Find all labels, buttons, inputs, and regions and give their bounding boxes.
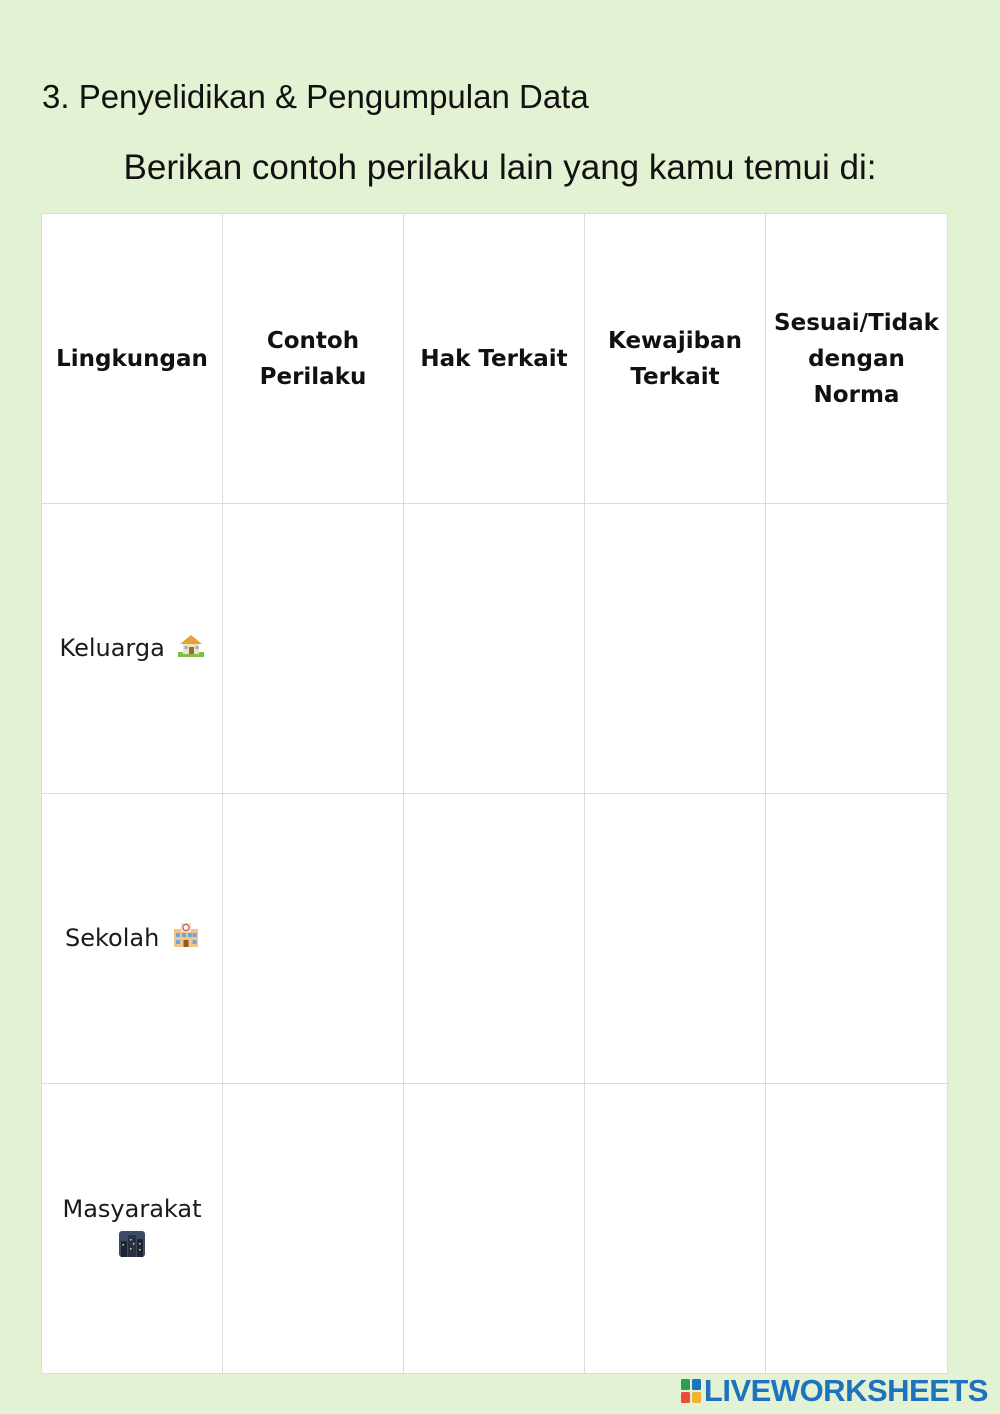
section-title: 3. Penyelidikan & Pengumpulan Data [42,78,589,115]
row-label-masyarakat [42,1084,223,1374]
answer-cell[interactable] [585,504,766,794]
school-building-icon [173,921,199,957]
row-label-sekolah [42,794,223,1084]
header-lingkungan: Lingkungan [42,214,223,504]
city-buildings-icon [119,1231,145,1267]
answer-cell[interactable] [585,794,766,1084]
row-label-keluarga [42,504,223,794]
header-kewajiban-terkait [585,214,766,504]
liveworksheets-brand [680,1373,988,1409]
house-with-garden-icon [178,631,204,667]
table-header-row [42,214,948,504]
answer-cell[interactable] [766,1084,948,1374]
answer-cell[interactable] [223,794,404,1084]
header-contoh-perilaku-label: Contoh Perilaku [259,327,367,390]
header-sesuai-norma-label: Sesuai/Tidak dengan Norma [774,309,939,408]
answer-cell[interactable] [766,794,948,1084]
header-contoh-perilaku [223,214,404,504]
header-hak-terkait: Hak Terkait [404,214,585,504]
table-row [42,794,948,1084]
worksheet-table [41,213,948,1374]
table-row [42,1084,948,1374]
table-row [42,504,948,794]
header-sesuai-norma [766,214,948,504]
row-label-text: Keluarga [59,634,165,662]
answer-cell[interactable] [404,504,585,794]
row-label-text: Sekolah [65,924,160,952]
brand-name: LIVEWORKSHEETS [703,1373,988,1408]
answer-cell[interactable] [223,504,404,794]
answer-cell[interactable] [585,1084,766,1374]
instruction-text: Berikan contoh perilaku lain yang kamu temui di: [123,148,877,187]
liveworksheets-logo-icon [680,1378,702,1404]
row-label-text: Masyarakat [62,1194,202,1223]
answer-cell[interactable] [766,504,948,794]
answer-cell[interactable] [404,794,585,1084]
answer-cell[interactable] [223,1084,404,1374]
header-kewajiban-terkait-label: Kewajiban Terkait [608,327,742,390]
answer-cell[interactable] [404,1084,585,1374]
